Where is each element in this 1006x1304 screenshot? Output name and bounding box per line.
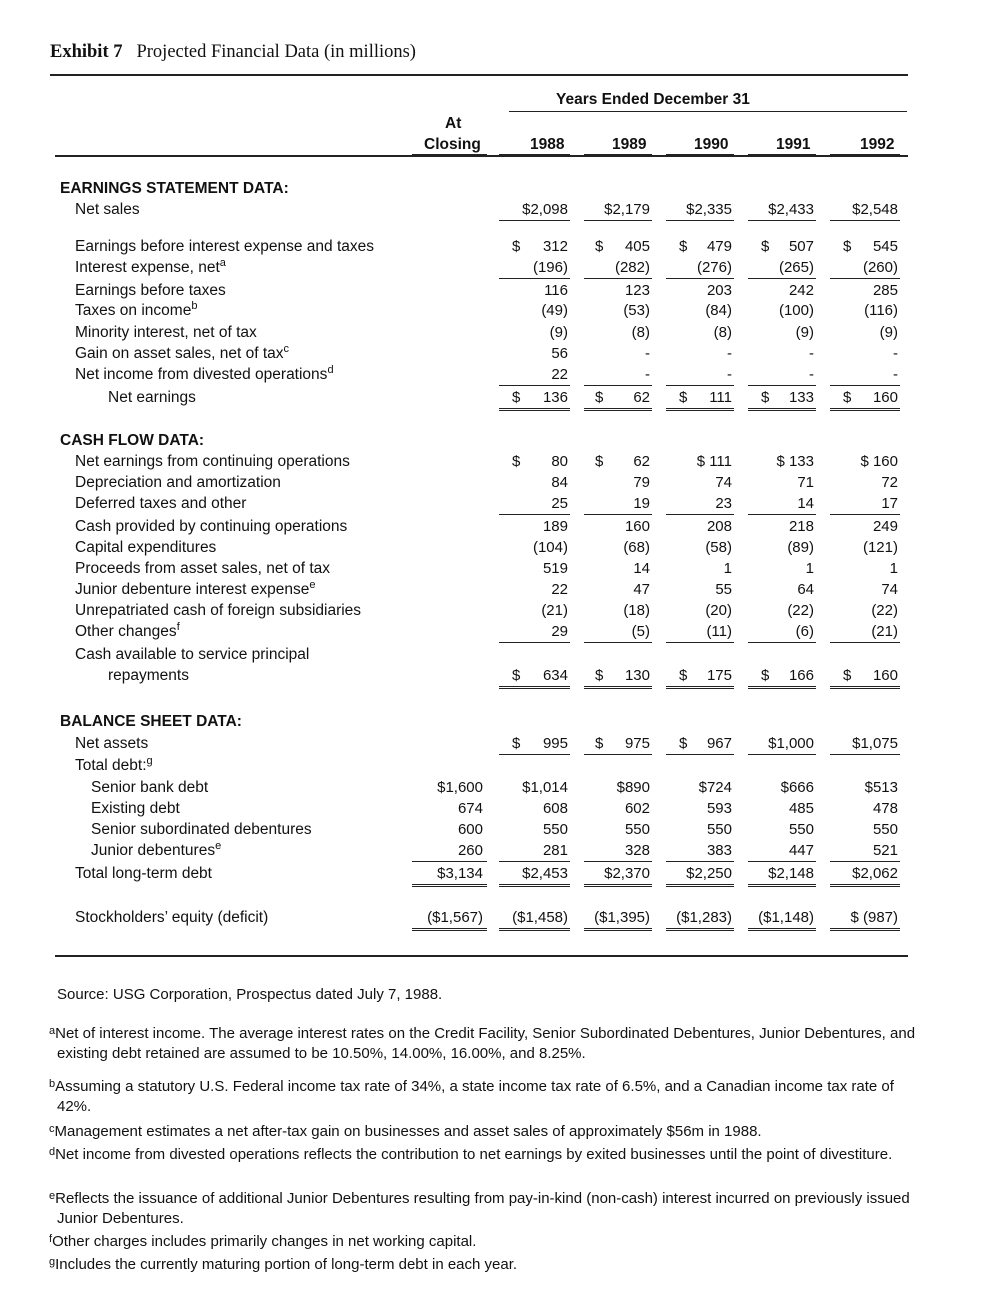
value-net-earnings: 133	[788, 389, 814, 406]
dollar-sign: $	[761, 238, 770, 255]
value-taxes: (49)	[541, 302, 568, 319]
dollar-sign: $	[843, 238, 852, 255]
dollar-sign: $	[843, 667, 852, 684]
label-cash-avail-1: Cash available to service principal	[75, 646, 310, 663]
value-junior-int: 47	[633, 581, 650, 598]
value-equity: ($1,458)	[512, 909, 568, 926]
value-equity: ($1,148)	[758, 909, 814, 926]
label-cash-cont: Cash provided by continuing operations	[75, 518, 348, 535]
year-header: 1988	[530, 136, 565, 153]
value-divested: -	[727, 366, 732, 383]
row-rule	[499, 884, 570, 887]
value-ebt: 285	[872, 282, 898, 299]
value-capex: (68)	[623, 539, 650, 556]
row-rule	[666, 278, 734, 279]
value-taxes: (100)	[778, 302, 814, 319]
value-cf-net: $ 111	[696, 453, 732, 470]
value-net-assets: 975	[624, 735, 650, 752]
row-rule	[584, 884, 652, 887]
value-cash-cont: 160	[624, 518, 650, 535]
value-junior-int: 55	[715, 581, 732, 598]
value-equity: ($1,395)	[594, 909, 650, 926]
value-other: (11)	[706, 623, 732, 640]
row-rule	[584, 928, 652, 931]
years-group-rule	[509, 111, 907, 112]
label-equity: Stockholders’ equity (deficit)	[75, 909, 269, 926]
row-rule	[748, 884, 816, 887]
value-net-sales: $2,179	[604, 201, 650, 218]
value-senior-bank: $666	[780, 779, 814, 796]
value-gain: -	[645, 345, 650, 362]
value-deferred: 23	[715, 495, 732, 512]
value-depr: 84	[551, 474, 568, 491]
value-capex: (58)	[705, 539, 732, 556]
value-senior-bank: $890	[616, 779, 650, 796]
value-other: (6)	[795, 623, 814, 640]
value-unrepat: (21)	[541, 602, 568, 619]
dollar-sign: $	[595, 735, 604, 752]
row-rule	[830, 642, 900, 643]
value-proceeds: 1	[805, 560, 814, 577]
footnote-g: $^g$Includes the currently maturing portion of long-term debt in each year.	[49, 1256, 518, 1273]
value-minority: (9)	[879, 324, 898, 341]
row-rule	[830, 861, 900, 862]
row-rule	[666, 514, 734, 515]
closing-total-lt: $3,134	[437, 865, 483, 882]
value-net-sales: $2,433	[768, 201, 814, 218]
value-cf-net: 62	[633, 453, 650, 470]
closing-header-rule	[412, 154, 487, 155]
value-cash-cont: 189	[542, 518, 568, 535]
value-capex: (121)	[862, 539, 898, 556]
row-rule	[499, 278, 570, 279]
value-depr: 74	[715, 474, 732, 491]
row-rule	[748, 385, 816, 386]
row-rule	[584, 514, 652, 515]
value-cash-avail: 175	[706, 667, 732, 684]
dollar-sign: $	[512, 667, 521, 684]
value-cash-cont: 208	[706, 518, 732, 535]
row-rule	[666, 385, 734, 386]
label-other: Other changes$^f$	[75, 621, 180, 640]
value-cash-avail: 160	[872, 667, 898, 684]
label-net-assets: Net assets	[75, 735, 149, 752]
value-taxes: (84)	[705, 302, 732, 319]
label-proceeds: Proceeds from asset sales, net of tax	[75, 560, 331, 577]
exhibit-heading: Projected Financial Data (in millions)	[136, 42, 416, 62]
row-rule	[666, 754, 734, 755]
value-ebt: 116	[544, 282, 568, 299]
value-existing: 608	[542, 800, 568, 817]
label-senior-bank: Senior bank debt	[91, 779, 209, 796]
row-rule	[666, 686, 734, 689]
value-other: 29	[551, 623, 568, 640]
closing-equity: ($1,567)	[427, 909, 483, 926]
value-senior-sub: 550	[542, 821, 568, 838]
value-junior-int: 64	[797, 581, 814, 598]
row-rule	[584, 642, 652, 643]
value-equity: ($1,283)	[676, 909, 732, 926]
year-header: 1989	[612, 136, 647, 153]
value-divested: -	[809, 366, 814, 383]
label-unrepat: Unrepatriated cash of foreign subsidiaries	[75, 602, 362, 619]
value-ebt: 123	[624, 282, 650, 299]
label-senior-sub: Senior subordinated debentures	[91, 821, 312, 838]
value-interest: (196)	[532, 259, 568, 276]
value-capex: (89)	[787, 539, 814, 556]
value-minority: (9)	[795, 324, 814, 341]
label-minority: Minority interest, net of tax	[75, 324, 257, 341]
closing-senior-sub: 600	[457, 821, 483, 838]
row-rule	[666, 642, 734, 643]
row-rule	[830, 754, 900, 755]
label-cf-net: Net earnings from continuing operations	[75, 453, 350, 470]
value-deferred: 25	[551, 495, 568, 512]
value-net-sales: $2,335	[686, 201, 732, 218]
value-cf-net: $ 133	[776, 453, 814, 470]
value-senior-bank: $513	[864, 779, 898, 796]
at-closing-label-2: Closing	[424, 136, 481, 153]
value-interest: (260)	[862, 259, 898, 276]
label-ebit: Earnings before interest expense and taxes	[75, 238, 374, 255]
value-proceeds: 1	[723, 560, 732, 577]
row-rule	[748, 278, 816, 279]
value-junior-deb: 521	[872, 842, 898, 859]
value-divested: -	[893, 366, 898, 383]
closing-existing: 674	[457, 800, 483, 817]
row-rule	[748, 408, 816, 411]
label-net-sales: Net sales	[75, 201, 140, 218]
value-junior-deb: 447	[788, 842, 814, 859]
row-rule	[499, 928, 570, 931]
dollar-sign: $	[679, 735, 688, 752]
year-header: 1991	[776, 136, 811, 153]
year-header-rule	[666, 154, 734, 155]
source-note: Source: USG Corporation, Prospectus dated July 7, 1988.	[57, 986, 443, 1003]
row-rule	[748, 642, 816, 643]
row-rule	[584, 408, 652, 411]
label-cash-avail-2: repayments	[108, 667, 189, 684]
row-rule	[666, 884, 734, 887]
dollar-sign: $	[595, 667, 604, 684]
row-rule	[666, 928, 734, 931]
value-net-assets: $1,000	[768, 735, 814, 752]
value-senior-sub: 550	[872, 821, 898, 838]
value-senior-sub: 550	[706, 821, 732, 838]
closing-row-rule	[412, 861, 487, 862]
year-header: 1990	[694, 136, 729, 153]
row-rule	[830, 514, 900, 515]
row-rule	[584, 385, 652, 386]
value-net-assets: 995	[542, 735, 568, 752]
value-interest: (265)	[778, 259, 814, 276]
row-rule	[584, 754, 652, 755]
dollar-sign: $	[512, 238, 521, 255]
value-junior-deb: 281	[542, 842, 568, 859]
exhibit-title	[50, 42, 416, 63]
value-net-earnings: 111	[709, 389, 732, 406]
value-minority: (8)	[631, 324, 650, 341]
value-cash-cont: 249	[872, 518, 898, 535]
row-rule	[584, 861, 652, 862]
value-depr: 72	[881, 474, 898, 491]
dollar-sign: $	[595, 389, 604, 406]
value-existing: 602	[624, 800, 650, 817]
value-net-assets: 967	[706, 735, 732, 752]
footnote-b: $^b$Assuming a statutory U.S. Federal income tax rate of 34%, a state income tax rate of 6.5%, and a Canadian income tax rate of 42%.	[49, 1078, 894, 1115]
value-gain: -	[893, 345, 898, 362]
value-taxes: (53)	[623, 302, 650, 319]
label-capex: Capital expenditures	[75, 539, 217, 556]
dollar-sign: $	[843, 389, 852, 406]
value-junior-deb: 328	[624, 842, 650, 859]
row-rule	[499, 385, 570, 386]
value-net-earnings: 136	[542, 389, 568, 406]
value-divested: -	[645, 366, 650, 383]
year-header-rule	[499, 154, 570, 155]
value-cf-net: $ 160	[860, 453, 898, 470]
label-depr: Depreciation and amortization	[75, 474, 281, 491]
value-cash-avail: 634	[542, 667, 568, 684]
footnote-f: $^f$Other charges includes primarily changes in net working capital.	[49, 1233, 477, 1250]
value-taxes: (116)	[864, 302, 898, 319]
row-rule	[830, 884, 900, 887]
row-rule	[830, 278, 900, 279]
value-net-sales: $2,098	[522, 201, 568, 218]
value-depr: 79	[633, 474, 650, 491]
value-net-assets: $1,075	[852, 735, 898, 752]
dollar-sign: $	[512, 389, 521, 406]
row-rule	[748, 861, 816, 862]
row-rule	[830, 220, 900, 221]
row-rule	[584, 686, 652, 689]
value-senior-bank: $724	[698, 779, 732, 796]
value-total-lt: $2,453	[522, 865, 568, 882]
row-rule	[748, 220, 816, 221]
row-rule	[499, 408, 570, 411]
dollar-sign: $	[679, 667, 688, 684]
value-divested: 22	[551, 366, 568, 383]
row-rule	[499, 514, 570, 515]
value-equity: $ (987)	[850, 909, 898, 926]
value-junior-int: 74	[881, 581, 898, 598]
closing-junior-deb: 260	[457, 842, 483, 859]
label-junior-int: Junior debenture interest expense$^e$	[75, 579, 316, 598]
label-interest: Interest expense, net$^a$	[75, 257, 226, 276]
value-interest: (276)	[696, 259, 732, 276]
value-net-earnings: 160	[872, 389, 898, 406]
section-cashflow: CASH FLOW DATA:	[60, 432, 205, 449]
row-rule	[748, 754, 816, 755]
closing-row-rule	[412, 884, 487, 887]
row-rule	[584, 220, 652, 221]
row-rule	[666, 861, 734, 862]
value-interest: (282)	[614, 259, 650, 276]
value-unrepat: (18)	[623, 602, 650, 619]
value-gain: -	[727, 345, 732, 362]
label-junior-deb: Junior debentures$^e$	[91, 840, 222, 859]
value-gain: 56	[551, 345, 568, 362]
row-rule	[830, 408, 900, 411]
dollar-sign: $	[679, 389, 688, 406]
value-minority: (8)	[713, 324, 732, 341]
row-rule	[666, 408, 734, 411]
value-ebt: 242	[788, 282, 814, 299]
year-header: 1992	[860, 136, 895, 153]
value-senior-sub: 550	[624, 821, 650, 838]
value-unrepat: (22)	[871, 602, 898, 619]
row-rule	[499, 220, 570, 221]
dollar-sign: $	[512, 453, 521, 470]
label-net-earnings: Net earnings	[108, 389, 196, 406]
label-total-lt: Total long-term debt	[75, 865, 212, 882]
value-existing: 478	[872, 800, 898, 817]
footnote-e: $^e$Reflects the issuance of additional Junior Debentures resulting from pay-in-kind (non-cash) interest incurred on previously issued Junior Debentures.	[49, 1190, 910, 1227]
value-total-lt: $2,370	[604, 865, 650, 882]
exhibit-label: Exhibit 7	[50, 42, 123, 62]
value-net-sales: $2,548	[852, 201, 898, 218]
label-deferred: Deferred taxes and other	[75, 495, 247, 512]
section-earnings: EARNINGS STATEMENT DATA:	[60, 180, 289, 197]
label-taxes: Taxes on income$^b$	[75, 300, 198, 319]
dollar-sign: $	[512, 735, 521, 752]
row-rule	[499, 861, 570, 862]
value-other: (5)	[631, 623, 650, 640]
row-rule	[499, 754, 570, 755]
value-minority: (9)	[549, 324, 568, 341]
row-rule	[830, 385, 900, 386]
value-senior-sub: 550	[788, 821, 814, 838]
value-total-lt: $2,250	[686, 865, 732, 882]
year-header-rule	[830, 154, 900, 155]
row-rule	[499, 686, 570, 689]
row-rule	[830, 928, 900, 931]
closing-row-rule	[412, 928, 487, 931]
value-existing: 593	[706, 800, 732, 817]
value-ebit: 507	[788, 238, 814, 255]
footnote-d: $^d$Net income from divested operations reflects the contribution to net earnings by exited businesses until the point of divestiture.	[49, 1146, 893, 1163]
at-closing-label-1: At	[445, 115, 462, 132]
table-bottom-rule	[55, 955, 908, 957]
value-deferred: 17	[881, 495, 898, 512]
value-other: (21)	[871, 623, 898, 640]
row-rule	[748, 928, 816, 931]
value-ebit: 545	[872, 238, 898, 255]
value-proceeds: 1	[889, 560, 898, 577]
value-capex: (104)	[532, 539, 568, 556]
value-ebit: 312	[542, 238, 568, 255]
value-cf-net: 80	[551, 453, 568, 470]
section-balance: BALANCE SHEET DATA:	[60, 713, 242, 730]
value-deferred: 19	[633, 495, 650, 512]
year-header-rule	[584, 154, 652, 155]
row-rule	[666, 220, 734, 221]
row-rule	[499, 642, 570, 643]
value-proceeds: 519	[542, 560, 568, 577]
value-cash-avail: 130	[624, 667, 650, 684]
value-existing: 485	[788, 800, 814, 817]
value-ebit: 479	[706, 238, 732, 255]
label-existing: Existing debt	[91, 800, 180, 817]
row-rule	[830, 686, 900, 689]
row-rule	[748, 686, 816, 689]
dollar-sign: $	[595, 453, 604, 470]
value-cash-cont: 218	[788, 518, 814, 535]
value-ebt: 203	[706, 282, 732, 299]
title-rule	[50, 74, 908, 76]
header-rule	[55, 155, 908, 157]
value-junior-deb: 383	[706, 842, 732, 859]
label-ebt: Earnings before taxes	[75, 282, 226, 299]
value-depr: 71	[797, 474, 814, 491]
dollar-sign: $	[679, 238, 688, 255]
dollar-sign: $	[595, 238, 604, 255]
value-total-lt: $2,148	[768, 865, 814, 882]
dollar-sign: $	[761, 667, 770, 684]
value-unrepat: (22)	[787, 602, 814, 619]
value-deferred: 14	[797, 495, 814, 512]
value-ebit: 405	[624, 238, 650, 255]
row-rule	[748, 514, 816, 515]
value-junior-int: 22	[551, 581, 568, 598]
row-rule	[584, 278, 652, 279]
closing-senior-bank: $1,600	[437, 779, 483, 796]
year-header-rule	[748, 154, 816, 155]
value-unrepat: (20)	[705, 602, 732, 619]
footnote-a: $^a$Net of interest income. The average interest rates on the Credit Facility, Senior Subordinated Debentures, Junior Debentures, and existing debt retained are assumed to be 10.50%, 14.00%, 16.00%, and 8.25%.	[49, 1025, 916, 1062]
value-cash-avail: 166	[788, 667, 814, 684]
label-divested: Net income from divested operations$^d$	[75, 364, 334, 383]
years-group-label: Years Ended December 31	[556, 91, 750, 108]
dollar-sign: $	[761, 389, 770, 406]
value-gain: -	[809, 345, 814, 362]
value-senior-bank: $1,014	[522, 779, 568, 796]
label-total-debt: Total debt:$^g$	[75, 755, 153, 774]
value-net-earnings: 62	[633, 389, 650, 406]
label-gain: Gain on asset sales, net of tax$^c$	[75, 343, 290, 362]
value-total-lt: $2,062	[852, 865, 898, 882]
footnote-c: $^c$Management estimates a net after-tax gain on businesses and asset sales of approximately $56m in 1988.	[49, 1123, 762, 1140]
value-proceeds: 14	[633, 560, 650, 577]
